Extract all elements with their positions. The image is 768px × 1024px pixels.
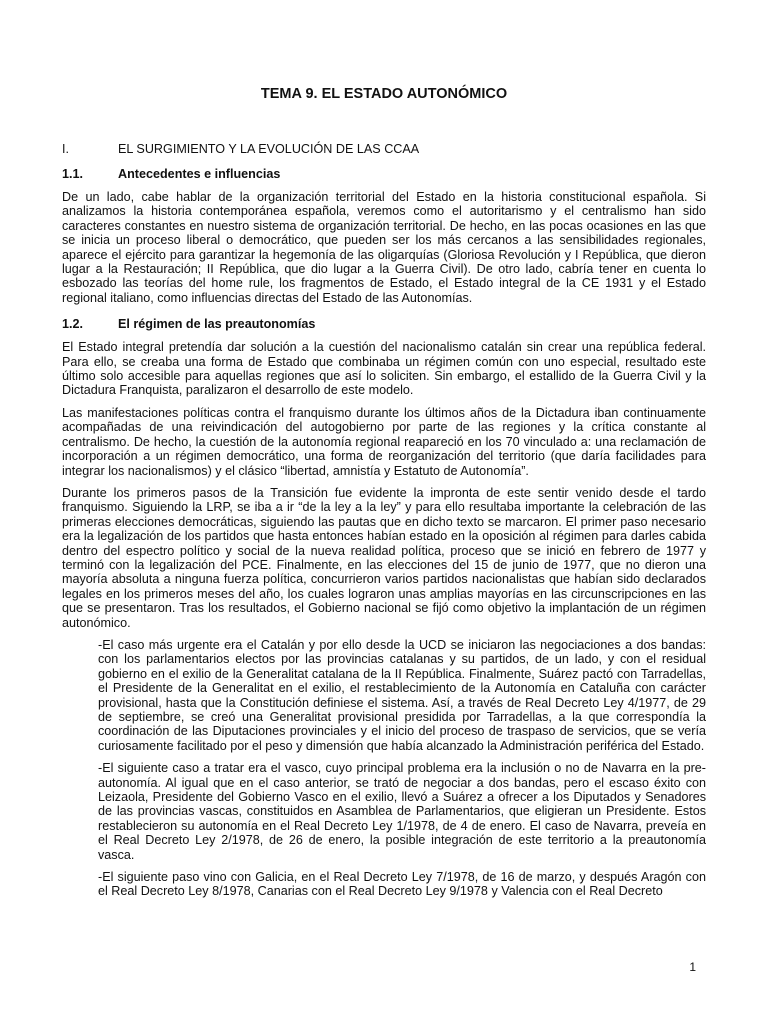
paragraph: Durante los primeros pasos de la Transición fue evidente la impronta de este sentir venido desde el tardo franquismo. Siguiendo la LRP, se iba a ir “de la ley a la ley” y para ello resultaba importante la celebración de las primeras elecciones democráticas, siguiendo las pautas que en dicho texto se marcaron. El primer paso necesario era la legalización de los partidos que hasta entonces habían estado en la oposición al régimen para darles cabida dentro del espectro político y social de la nueva realidad política, proceso que se inició en febrero de 1977 y terminó con la legalización del PCE. Finalmente, en las elecciones del 15 de junio de 1977, que no dieron una mayoría absoluta a ninguna fuerza política, concurrieron varios partidos nacionalistas que habían sido declarados legales en los primeros meses del año, los cuales lograron unas amplias mayorías en las circunscripciones en las que se presentaron. Tras los resultados, el Gobierno nacional se fijó como objetivo la implantación de un régimen autonómico. bbox=[62, 485, 706, 630]
subsection-heading-1-1 bbox=[62, 167, 706, 181]
indented-paragraph: -El caso más urgente era el Catalán y por ello desde la UCD se iniciaron las negociaciones a dos bandas: con los parlamentarios electos por las provincias catalanas y su partidos, de un lado, y con el residual gobierno en el exilio de la Generalitat catalana de la II República. Finalmente, Suárez pactó con Tarradellas, el Presidente de la Generalitat en el exilio, el restablecimiento de la Autonomía en Cataluña con carácter provisional, hasta que la Constitución definiese el sistema. Así, a través de Real Decreto Ley 4/1977, de 29 de septiembre, se creó una Generalitat provisional presidida por Tarradellas, a la que correspondía la coordinación de las Diputaciones provinciales y el inicio del proceso de traspaso de servicios, que se vería curiosamente facilitado por el peso y dimensión que había alcanzado la Administración periférica del Estado. bbox=[98, 637, 706, 753]
subsection-number: 1.1. bbox=[62, 167, 84, 181]
subsection-number: 1.2. bbox=[62, 317, 84, 332]
subsection-label: Antecedentes e influencias bbox=[118, 167, 281, 181]
subsection-heading-1-2 bbox=[62, 317, 706, 331]
subsection-label: El régimen de las preautonomías bbox=[118, 317, 316, 332]
section-number: I. bbox=[62, 142, 69, 156]
page-number: 1 bbox=[689, 960, 696, 974]
section-heading bbox=[62, 142, 706, 156]
paragraph: El Estado integral pretendía dar solución a la cuestión del nacionalismo catalán sin crear una república federal. Para ello, se creaba una forma de Estado que combinaba un régimen común con uno especial, resultado este último solo accesible para aquellas regiones que así lo soliciten. Sin embargo, el estallido de la Guerra Civil y la Dictadura Franquista, paralizaron el desarrollo de este modelo. bbox=[62, 340, 706, 398]
section-label: EL SURGIMIENTO Y LA EVOLUCIÓN DE LAS CCAA bbox=[118, 142, 420, 156]
paragraph: Las manifestaciones políticas contra el franquismo durante los últimos años de la Dictadura iban continuamente acompañadas de una reivindicación del autogobierno por parte de las regiones y la crítica constante al centralismo. De hecho, la cuestión de la autonomía regional reapareció en los 70 vinculado a: una reclamación de incorporación a un régimen democrático, una forma de reorganización del territorio (que daría facilidades para integrar los nacionalismos) y el clásico “libertad, amnistía y Estatuto de Autonomía”. bbox=[62, 405, 706, 478]
document-title: TEMA 9. EL ESTADO AUTONÓMICO bbox=[260, 86, 508, 102]
indented-paragraph: -El siguiente paso vino con Galicia, en el Real Decreto Ley 7/1978, de 16 de marzo, y después Aragón con el Real Decreto Ley 8/1978, Canarias con el Real Decreto Ley 9/1978 y Valencia con el Real Decreto bbox=[98, 870, 706, 899]
paragraph: De un lado, cabe hablar de la organización territorial del Estado en la historia constitucional española. Si analizamos la historia contemporánea española, veremos como el autoritarismo y el centralismo han sido caracteres constantes en nuestro sistema de organización territorial. De hecho, en las pocas ocasiones en las que se inicia un proceso liberal o democrático, que pueden ser los más cercanos a las sensibilidades regionales, aparece el ejército para garantizar la hegemonía de las oligarquías (Gloriosa Revolución y I República, que dieron lugar a la Restauración; II República, que dio lugar a la Guerra Civil). De otro lado, cabría tener en cuenta lo esbozado las teorías del home rule, los fragmentos de Estado, el Estado integral de la CE 1931 y el Estado regional italiano, como influencias directas del Estado de las Autonomías. bbox=[62, 190, 706, 305]
indented-paragraph: -El siguiente caso a tratar era el vasco, cuyo principal problema era la inclusión o no de Navarra en la pre-autonomía. Al igual que en el caso anterior, se trató de negociar a dos bandas, pero el escaso éxito con Leizaola, Presidente del Gobierno Vasco en el exilio, llevó a Suárez a ofrecer a los Diputados y Senadores de las provincias vascas, constituidos en Asamblea de Parlamentarios, que eligieran un Presidente. Estos restablecieron su autonomía en el Real Decreto Ley 1/1978, de 4 de enero. El caso de Navarra, preveía en el Real Decreto Ley 2/1978, de 26 de enero, la posible integración de este territorio a la preautonomía vasca. bbox=[98, 761, 706, 862]
